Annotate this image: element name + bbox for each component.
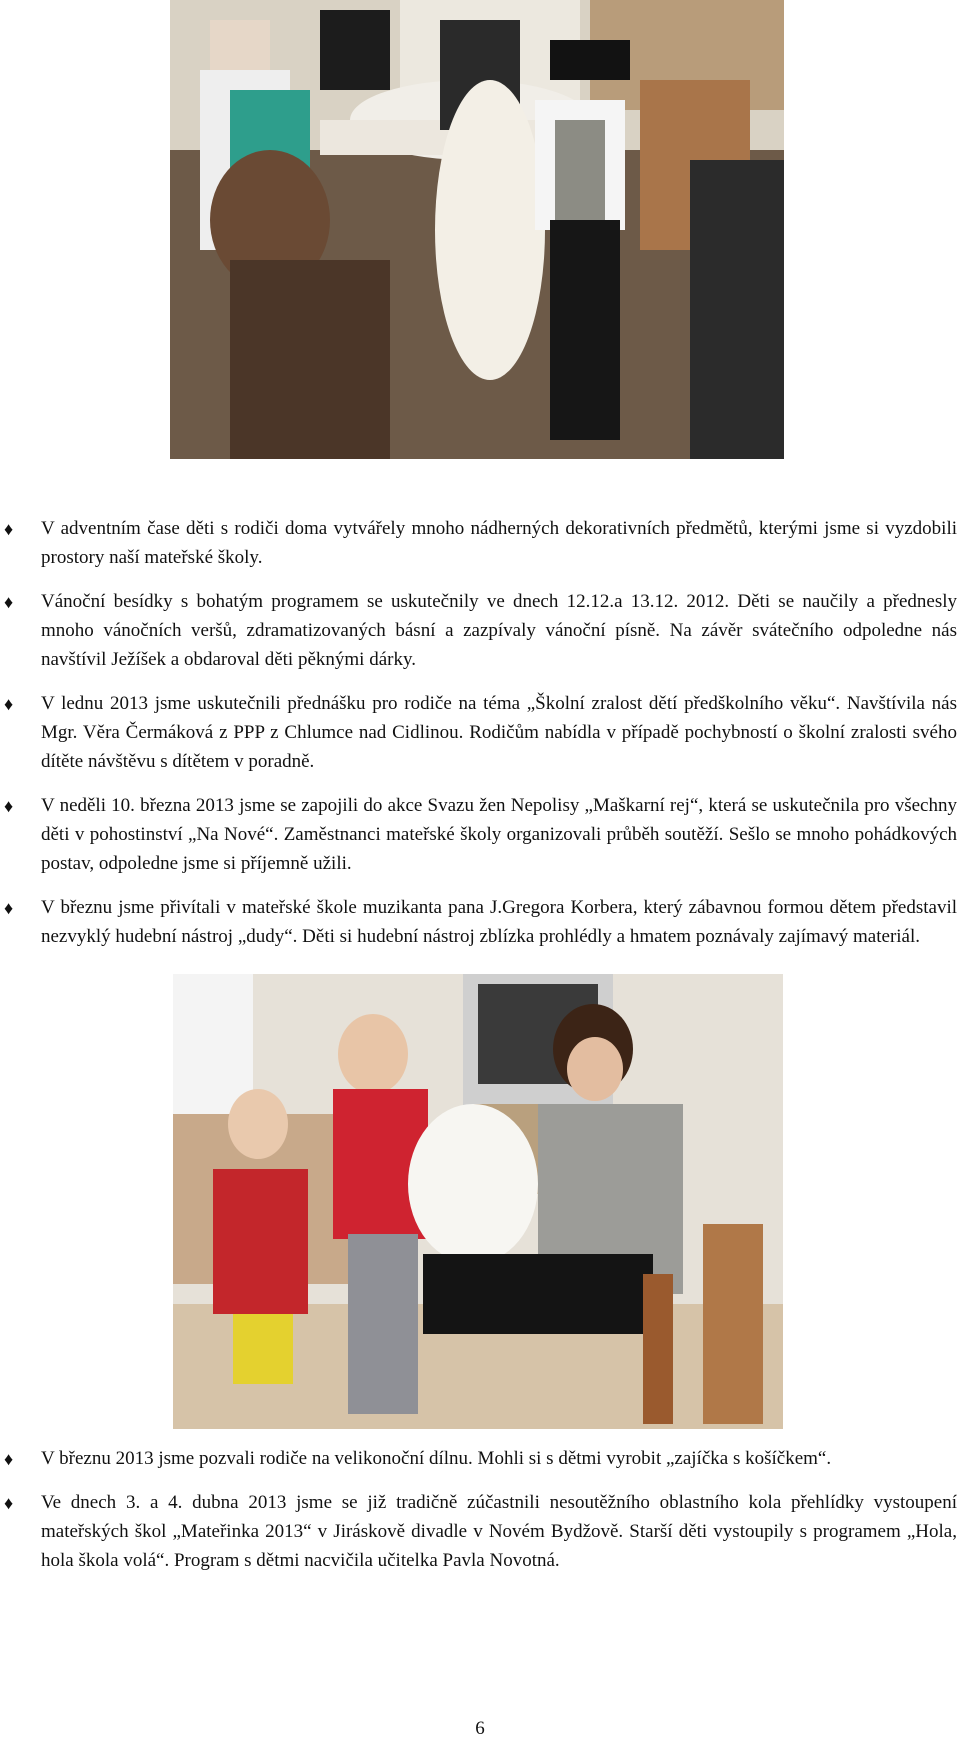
bullet-diamond: ♦: [4, 592, 14, 612]
bullet-diamond: ♦: [4, 519, 14, 539]
bullet-diamond: ♦: [4, 796, 14, 816]
paragraph-text: V březnu 2013 jsme pozvali rodiče na velikonoční dílnu. Mohli si s dětmi vyrobit „zajíčka s košíčkem“.: [41, 1448, 832, 1469]
paragraph-advent: [0, 514, 960, 572]
photo-bagpipe-musician: [173, 974, 783, 1429]
photo-christmas-party: [170, 0, 784, 459]
paragraph-text: V březnu jsme přivítali v mateřské škole muzikanta pana J.Gregora Korbera, který zábavnou formou dětem představil nezvyklý hudební nástroj „dudy“. Děti si hudební nástroj zblízka prohlédly a hmatem poznávaly zajímavý materiál.: [41, 897, 957, 947]
paragraph-christmas: [0, 587, 960, 674]
photo-bagpipe-musician-image: [173, 974, 783, 1429]
paragraph-text: Vánoční besídky s bohatým programem se uskutečnily ve dnech 12.12.a 13.12. 2012. Děti se naučily a přednesly mnoho vánočních veršů, zdramatizovaných básní a zazpívaly vánoční písně. Na závěr svátečního odpoledne nás navštívil Ježíšek a obdaroval děti pěknými dárky.: [41, 591, 957, 670]
page-number: 6: [475, 1718, 485, 1739]
paragraph-text: V neděli 10. března 2013 jsme se zapojili do akce Svazu žen Nepolisy „Maškarní rej“, která se uskutečnila pro všechny děti v pohostinství „Na Nové“. Zaměstnanci mateřské školy organizovali průběh soutěží. Sešlo se mnoho pohádkových postav, odpoledne jsme si příjemně užili.: [41, 795, 957, 874]
activity-list-bottom: [0, 1444, 960, 1590]
paragraph-lecture: [0, 689, 960, 776]
paragraph-text: V adventním čase děti s rodiči doma vytvářely mnoho nádherných dekorativních předmětů, kterými jsme si vyzdobili prostory naší mateřské školy.: [41, 518, 957, 568]
paragraph-materinka: [0, 1488, 960, 1575]
paragraph-text: Ve dnech 3. a 4. dubna 2013 jsme se již tradičně zúčastnili nesoutěžního oblastního kola přehlídky vystoupení mateřských škol „Mateřinka 2013“ v Jiráskově divadle v Novém Bydžově. Starší děti vystoupily s programem „Hola, hola škola volá“. Program s dětmi nacvičila učitelka Pavla Novotná.: [41, 1492, 957, 1571]
bullet-diamond: ♦: [4, 1493, 14, 1513]
bullet-diamond: ♦: [4, 1449, 14, 1469]
photo-christmas-party-image: [170, 0, 784, 459]
paragraph-masquerade: [0, 791, 960, 878]
bullet-diamond: ♦: [4, 898, 14, 918]
bullet-diamond: ♦: [4, 694, 14, 714]
paragraph-musician: [0, 893, 960, 951]
paragraph-easter-workshop: [0, 1444, 960, 1473]
paragraph-text: V lednu 2013 jsme uskutečnili přednášku pro rodiče na téma „Školní zralost dětí předškolního věku“. Navštívila nás Mgr. Věra Čermáková z PPP z Chlumce nad Cidlinou. Rodičům nabídla v případě pochybností o školní zralosti svého dítěte návštěvu s dítětem v poradně.: [41, 693, 957, 772]
activity-list-top: [0, 514, 960, 966]
